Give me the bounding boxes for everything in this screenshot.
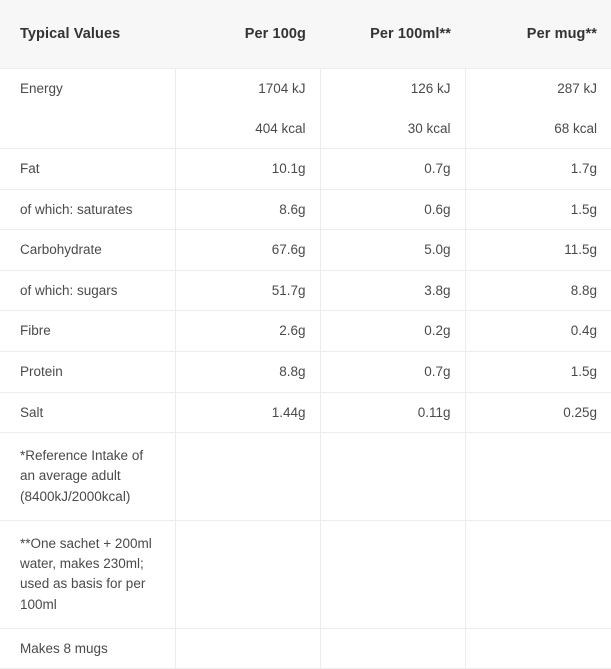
row-value-per-mug: 0.4g — [465, 311, 611, 352]
table-row — [0, 189, 611, 230]
row-value-per-100ml: 0.7g — [320, 351, 465, 392]
row-value-per-100ml: 5.0g — [320, 230, 465, 271]
row-value-per-100ml: 0.7g — [320, 149, 465, 190]
column-header-typical-values: Typical Values — [0, 0, 175, 69]
table-row-footnote — [0, 628, 611, 669]
row-value-per-mug: 68 kcal — [465, 109, 611, 149]
row-label: of which: saturates — [0, 189, 175, 230]
row-label — [0, 109, 175, 149]
row-value-per-100g — [175, 520, 320, 628]
table-row — [0, 230, 611, 271]
row-value-per-100g — [175, 433, 320, 521]
row-value-per-100g: 51.7g — [175, 270, 320, 311]
table-row — [0, 69, 611, 109]
footnote-sachet-preparation: **One sachet + 200ml water, makes 230ml; used as basis for per 100ml — [0, 520, 175, 628]
row-label: Fibre — [0, 311, 175, 352]
row-label: Protein — [0, 351, 175, 392]
row-value-per-mug: 1.5g — [465, 189, 611, 230]
table-row — [0, 311, 611, 352]
table-row-footnote — [0, 433, 611, 521]
table-body — [0, 69, 611, 669]
row-value-per-mug: 8.8g — [465, 270, 611, 311]
table-row-footnote — [0, 520, 611, 628]
row-value-per-100ml — [320, 520, 465, 628]
row-value-per-100g: 2.6g — [175, 311, 320, 352]
column-header-per-mug: Per mug** — [465, 0, 611, 69]
row-value-per-100g: 8.6g — [175, 189, 320, 230]
row-value-per-100g: 67.6g — [175, 230, 320, 271]
row-value-per-100ml: 3.8g — [320, 270, 465, 311]
table-row — [0, 270, 611, 311]
row-value-per-mug: 287 kJ — [465, 69, 611, 109]
table-row — [0, 149, 611, 190]
row-value-per-100g: 8.8g — [175, 351, 320, 392]
column-header-per-100ml: Per 100ml** — [320, 0, 465, 69]
footnote-reference-intake: *Reference Intake of an average adult (8400kJ/2000kcal) — [0, 433, 175, 521]
row-label: Energy — [0, 69, 175, 109]
row-value-per-100ml: 0.6g — [320, 189, 465, 230]
row-value-per-100ml: 0.11g — [320, 392, 465, 433]
row-value-per-mug — [465, 520, 611, 628]
table-row — [0, 392, 611, 433]
row-label: Salt — [0, 392, 175, 433]
row-value-per-100ml — [320, 433, 465, 521]
row-value-per-100g: 1.44g — [175, 392, 320, 433]
row-value-per-100ml — [320, 628, 465, 669]
row-value-per-100g: 1704 kJ — [175, 69, 320, 109]
row-value-per-100g: 404 kcal — [175, 109, 320, 149]
row-label: Carbohydrate — [0, 230, 175, 271]
row-label: Fat — [0, 149, 175, 190]
table-row — [0, 351, 611, 392]
row-value-per-100g: 10.1g — [175, 149, 320, 190]
footnote-makes-mugs: Makes 8 mugs — [0, 628, 175, 669]
row-value-per-mug: 1.7g — [465, 149, 611, 190]
row-value-per-mug — [465, 628, 611, 669]
row-value-per-mug — [465, 433, 611, 521]
row-value-per-mug: 11.5g — [465, 230, 611, 271]
row-value-per-mug: 0.25g — [465, 392, 611, 433]
row-label: of which: sugars — [0, 270, 175, 311]
column-header-per-100g: Per 100g — [175, 0, 320, 69]
header-row — [0, 0, 611, 69]
row-value-per-100ml: 126 kJ — [320, 69, 465, 109]
table-header — [0, 0, 611, 69]
row-value-per-100g — [175, 628, 320, 669]
row-value-per-100ml: 30 kcal — [320, 109, 465, 149]
row-value-per-100ml: 0.2g — [320, 311, 465, 352]
row-value-per-mug: 1.5g — [465, 351, 611, 392]
table-row — [0, 109, 611, 149]
